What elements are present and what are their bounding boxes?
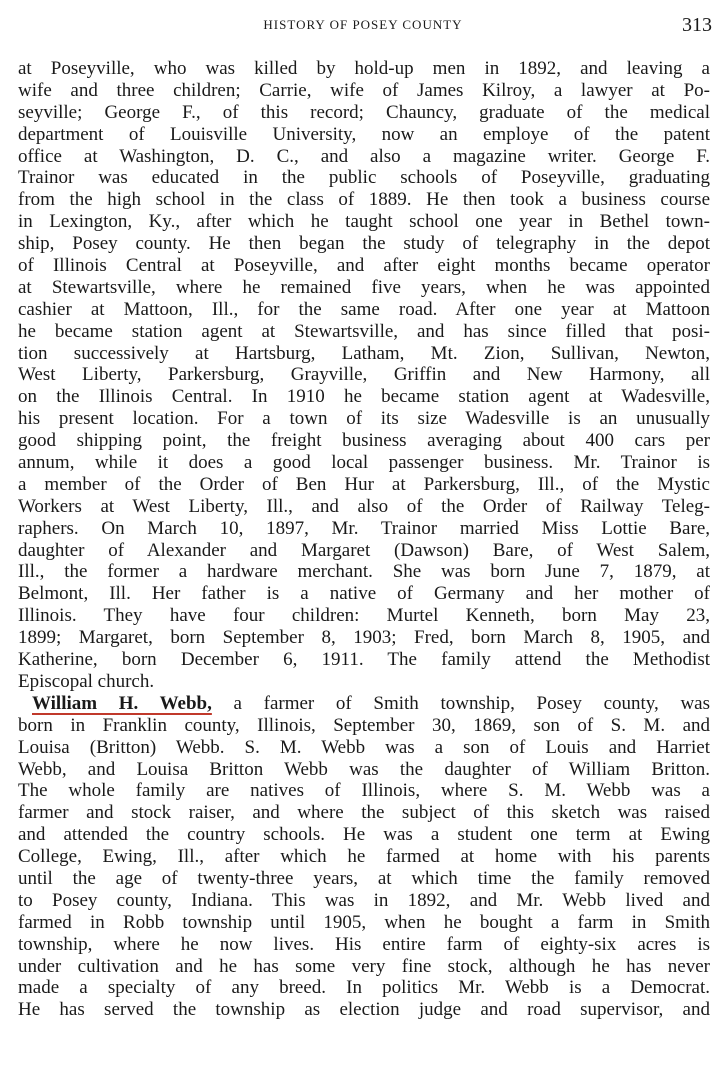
text-line: born in Franklin county, Illinois, September 30, 1869, son of S. M. and (18, 714, 710, 736)
paragraph-trainor (18, 58, 710, 693)
text-line: cashier at Mattoon, Ill., for the same road. After one year at Mattoon (18, 298, 710, 320)
text-line: office at Washington, D. C., and also a magazine writer. George F. (18, 145, 710, 167)
running-head (0, 14, 726, 36)
text-line: until the age of twenty-three years, at which time the family removed (18, 867, 710, 889)
text-line: seyville; George F., of this record; Chauncy, graduate of the medical (18, 101, 710, 123)
text-line: made a specialty of any breed. In politics Mr. Webb is a Democrat. (18, 977, 710, 999)
text-line: from the high school in the class of 1889. He then took a business course (18, 189, 710, 211)
text-line: daughter of Alexander and Margaret (Dawson) Bare, of West Salem, (18, 539, 710, 561)
body-text (18, 58, 710, 1021)
text-line: good shipping point, the freight business averaging about 400 cars per (18, 430, 710, 452)
text-line: Trainor was educated in the public schools of Poseyville, graduating (18, 167, 710, 189)
text-line: 1899; Margaret, born September 8, 1903; Fred, born March 8, 1905, and (18, 627, 710, 649)
text-line: he became station agent at Stewartsville, and has since filled that posi- (18, 320, 710, 342)
text-line: his present location. For a town of its size Wadesville is an unusually (18, 408, 710, 430)
text-line: Louisa (Britton) Webb. S. M. Webb was a son of Louis and Harriet (18, 736, 710, 758)
text-line: The whole family are natives of Illinois, where S. M. Webb was a (18, 780, 710, 802)
text-line: College, Ewing, Ill., after which he farmed at home with his parents (18, 846, 710, 868)
text-line: Katherine, born December 6, 1911. The family attend the Methodist (18, 649, 710, 671)
text-line: He has served the township as election judge and road supervisor, and (18, 999, 710, 1021)
text-line: at Poseyville, who was killed by hold-up men in 1892, and leaving a (18, 58, 710, 79)
text-line: farmed in Robb township until 1905, when he bought a farm in Smith (18, 911, 710, 933)
page-number: 313 (682, 14, 712, 36)
text-line: department of Louisville University, now an employe of the patent (18, 123, 710, 145)
text-line: to Posey county, Indiana. This was in 1892, and Mr. Webb lived and (18, 889, 710, 911)
text-line: Webb, and Louisa Britton Webb was the daughter of William Britton. (18, 758, 710, 780)
text-line: annum, while it does a good local passenger business. Mr. Trainor is (18, 452, 710, 474)
subject-name: William H. Webb, (32, 692, 212, 714)
text-line: township, where he now lives. His entire farm of eighty-six acres is (18, 933, 710, 955)
first-line-text: a farmer of Smith township, Posey county, was (211, 692, 710, 714)
text-line: West Liberty, Parkersburg, Grayville, Griffin and New Harmony, all (18, 364, 710, 386)
text-line: wife and three children; Carrie, wife of James Kilroy, a lawyer at Po- (18, 79, 710, 101)
text-line: on the Illinois Central. In 1910 he became station agent at Wadesville, (18, 386, 710, 408)
paragraph-webb (18, 693, 710, 1021)
text-line: Belmont, Ill. Her father is a native of Germany and her mother of (18, 583, 710, 605)
text-line: Episcopal church. (18, 670, 155, 692)
text-line: a member of the Order of Ben Hur at Parkersburg, Ill., of the Mystic (18, 473, 710, 495)
text-line: of Illinois Central at Poseyville, and after eight months became operator (18, 255, 710, 277)
text-line: tion successively at Hartsburg, Latham, Mt. Zion, Sullivan, Newton, (18, 342, 710, 364)
text-line: and attended the country schools. He was a student one term at Ewing (18, 824, 710, 846)
text-line: Illinois. They have four children: Murtel Kenneth, born May 23, (18, 605, 710, 627)
text-line: ship, Posey county. He then began the study of telegraphy in the depot (18, 233, 710, 255)
running-title: HISTORY OF POSEY COUNTY (263, 17, 463, 32)
text-line: Ill., the former a hardware merchant. She was born June 7, 1879, at (18, 561, 710, 583)
text-line: at Stewartsville, where he remained five years, when he was appointed (18, 276, 710, 298)
text-line: under cultivation and he has some very fine stock, although he has never (18, 955, 710, 977)
text-line: Workers at West Liberty, Ill., and also of the Order of Railway Teleg- (18, 495, 710, 517)
text-line: raphers. On March 10, 1897, Mr. Trainor married Miss Lottie Bare, (18, 517, 710, 539)
text-line (18, 693, 710, 715)
text-line: farmer and stock raiser, and where the subject of this sketch was raised (18, 802, 710, 824)
text-line: in Lexington, Ky., after which he taught school one year in Bethel town- (18, 211, 710, 233)
